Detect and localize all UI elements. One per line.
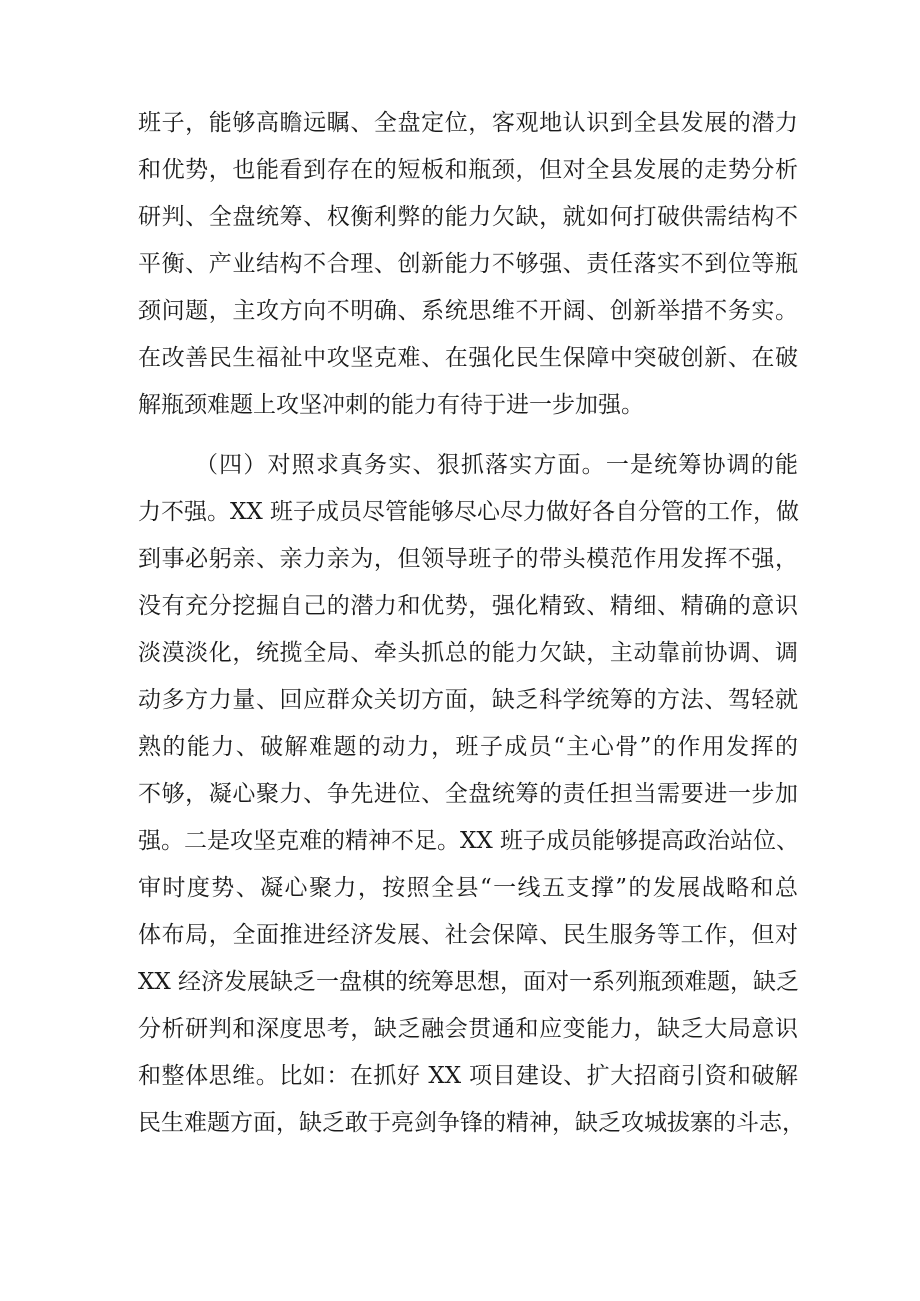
text-line: 强。二是攻坚克难的精神不足。XX 班子成员能够提高政治站位、 bbox=[138, 828, 800, 854]
text-line: 班子，能够高瞻远瞩、全盘定位，客观地认识到全县发展的潜力 bbox=[138, 110, 798, 136]
text-line: 民生难题方面，缺乏敢于亮剑争锋的精神，缺乏攻城拔寨的斗志， bbox=[138, 1110, 805, 1136]
text-line: 不够，凝心聚力、争先进位、全盘统筹的责任担当需要进一步加 bbox=[138, 781, 798, 807]
text-line: 熟的能力、破解难题的动力，班子成员“主心骨”的作用发挥的 bbox=[138, 734, 798, 760]
text-line: 解瓶颈难题上攻坚冲刺的能力有待于进一步加强。 bbox=[138, 392, 644, 418]
paragraph-1 bbox=[138, 100, 798, 429]
text-line: 在改善民生福祉中攻坚克难、在强化民生保障中突破创新、在破 bbox=[138, 345, 798, 371]
paragraph-spacer bbox=[138, 429, 798, 442]
text-line: 审时度势、凝心聚力，按照全县“一线五支撑”的发展战略和总 bbox=[138, 875, 798, 901]
text-line: 没有充分挖掘自己的潜力和优势，强化精致、精细、精确的意识 bbox=[138, 593, 798, 619]
section-heading-line: （四）对照求真务实、狠抓落实方面。一是统筹协调的能 bbox=[195, 452, 798, 478]
paragraph-2 bbox=[138, 442, 805, 1147]
text-line: 颈问题，主攻方向不明确、系统思维不开阔、创新举措不务实。 bbox=[138, 298, 798, 324]
text-line: 和优势，也能看到存在的短板和瓶颈，但对全县发展的走势分析 bbox=[138, 157, 798, 183]
text-line: 到事必躬亲、亲力亲为，但领导班子的带头模范作用发挥不强， bbox=[138, 546, 798, 572]
text-line: 研判、全盘统筹、权衡利弊的能力欠缺，就如何打破供需结构不 bbox=[138, 204, 798, 230]
text-line: 平衡、产业结构不合理、创新能力不够强、责任落实不到位等瓶 bbox=[138, 251, 798, 277]
text-line: XX 经济发展缺乏一盘棋的统筹思想，面对一系列瓶颈难题，缺乏 bbox=[138, 969, 800, 995]
text-line: 力不强。XX 班子成员尽管能够尽心尽力做好各自分管的工作，做 bbox=[138, 499, 800, 525]
text-line: 和整体思维。比如：在抓好 XX 项目建设、扩大招商引资和破解 bbox=[138, 1063, 798, 1089]
text-line: 分析研判和深度思考，缺乏融会贯通和应变能力，缺乏大局意识 bbox=[138, 1016, 798, 1042]
text-line: 动多方力量、回应群众关切方面，缺乏科学统筹的方法、驾轻就 bbox=[138, 687, 798, 713]
text-line: 体布局，全面推进经济发展、社会保障、民生服务等工作，但对 bbox=[138, 922, 798, 948]
text-line: 淡漠淡化，统揽全局、牵头抓总的能力欠缺，主动靠前协调、调 bbox=[138, 640, 798, 666]
document-body bbox=[138, 100, 805, 1147]
